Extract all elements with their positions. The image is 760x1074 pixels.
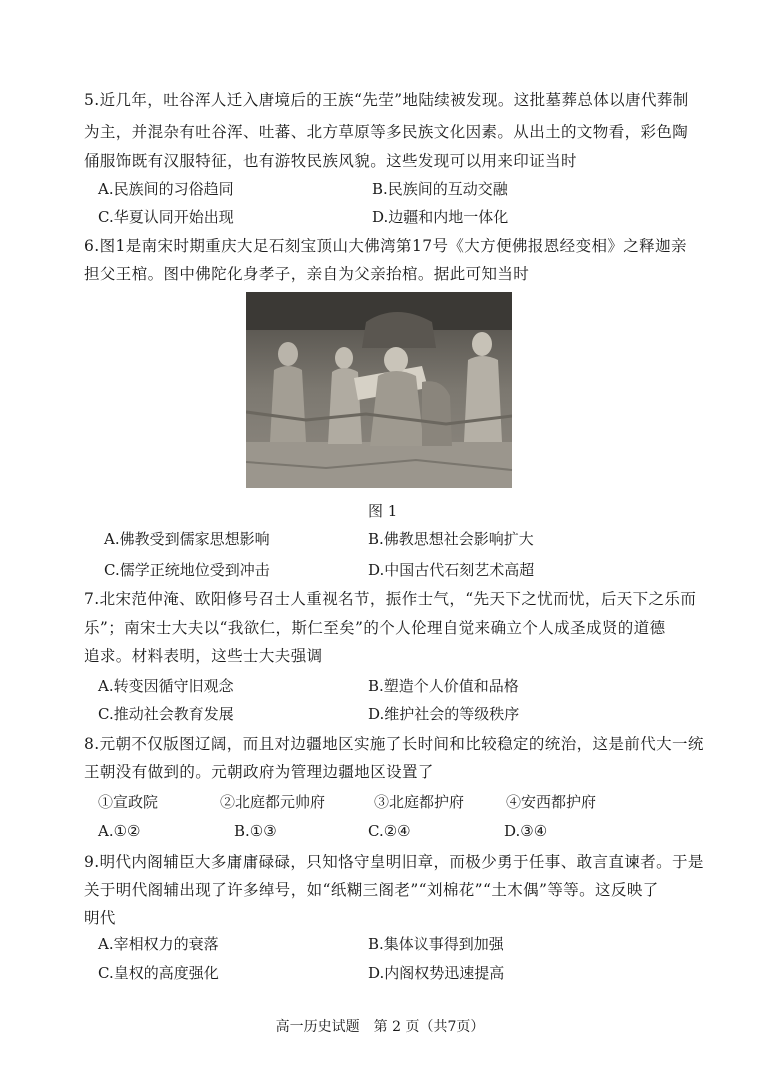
- q7-option-d: D.维护社会的等级秩序: [368, 705, 520, 723]
- q5-option-b: B.民族间的互动交融: [372, 180, 508, 198]
- q8-option-a: A.①②: [98, 822, 141, 840]
- q7-line-1: 7.北宋范仲淹、欧阳修号召士人重视名节，振作士气，“先天下之忧而忧，后天下之乐而: [84, 590, 697, 608]
- q5-option-d: D.边疆和内地一体化: [372, 208, 509, 226]
- q8-line-2: 王朝没有做到的。元朝政府为管理边疆地区设置了: [84, 763, 434, 781]
- q6-option-c: C.儒学正统地位受到冲击: [104, 561, 270, 579]
- q6-option-d: D.中国古代石刻艺术高超: [368, 561, 535, 579]
- q9-option-a: A.宰相权力的衰落: [98, 935, 219, 953]
- q6-line-1: 6.图1是南宋时期重庆大足石刻宝顶山大佛湾第17号《大方便佛报恩经变相》之释迦亲: [84, 237, 687, 255]
- q7-option-b: B.塑造个人价值和品格: [368, 677, 519, 695]
- q8-item-3: ③北庭都护府: [374, 793, 465, 811]
- q5-line-2: 为主，并混杂有吐谷浑、吐蕃、北方草原等多民族文化因素。从出土的文物看，彩色陶: [84, 123, 689, 141]
- q9-line-1: 9.明代内阁辅臣大多庸庸碌碌，只知恪守皇明旧章，而极少勇于任事、敢言直谏者。于是: [84, 853, 704, 871]
- q6-option-a: A.佛教受到儒家思想影响: [104, 530, 270, 548]
- q7-option-a: A.转变因循守旧观念: [98, 677, 234, 695]
- stone-carving-photo: [246, 292, 512, 488]
- q8-item-4: ④安西都护府: [506, 793, 597, 811]
- q8-line-1: 8.元朝不仅版图辽阔，而且对边疆地区实施了长时间和比较稳定的统治，这是前代大一统: [84, 735, 704, 753]
- q9-line-2: 关于明代阁辅出现了许多绰号，如“纸糊三阁老”“刘棉花”“土木偶”等等。这反映了: [84, 881, 659, 899]
- q9-option-d: D.内阁权势迅速提高: [368, 964, 505, 982]
- q8-option-c: C.②④: [368, 822, 411, 840]
- figure-caption: 图 1: [368, 502, 398, 520]
- q5-line-3: 俑服饰既有汉服特征，也有游牧民族风貌。这些发现可以用来印证当时: [84, 152, 577, 170]
- q6-option-b: B.佛教思想社会影响扩大: [368, 530, 534, 548]
- q8-item-2: ②北庭都元帅府: [220, 793, 326, 811]
- q5-option-a: A.民族间的习俗趋同: [98, 180, 234, 198]
- q9-line-3: 明代: [84, 909, 116, 927]
- q7-line-3: 追求。材料表明，这些士大夫强调: [84, 647, 323, 665]
- q9-option-b: B.集体议事得到加强: [368, 935, 504, 953]
- page-footer: 高一历史试题 第 2 页（共7页）: [275, 1019, 485, 1035]
- q9-option-c: C.皇权的高度强化: [98, 964, 219, 982]
- q8-item-1: ①宣政院: [98, 793, 159, 811]
- q6-line-2: 担父王棺。图中佛陀化身孝子，亲自为父亲抬棺。据此可知当时: [84, 265, 530, 283]
- q5-option-c: C.华夏认同开始出现: [98, 208, 234, 226]
- q7-option-c: C.推动社会教育发展: [98, 705, 234, 723]
- q5-line-1: 5.近几年，吐谷浑人迁入唐境后的王族“先茔”地陆续被发现。这批墓葬总体以唐代葬制: [84, 91, 689, 109]
- q8-option-b: B.①③: [234, 822, 277, 840]
- q7-line-2: 乐”；南宋士大夫以“我欲仁，斯仁至矣”的个人伦理自觉来确立个人成圣成贤的道德: [84, 619, 666, 637]
- q8-option-d: D.③④: [504, 822, 548, 840]
